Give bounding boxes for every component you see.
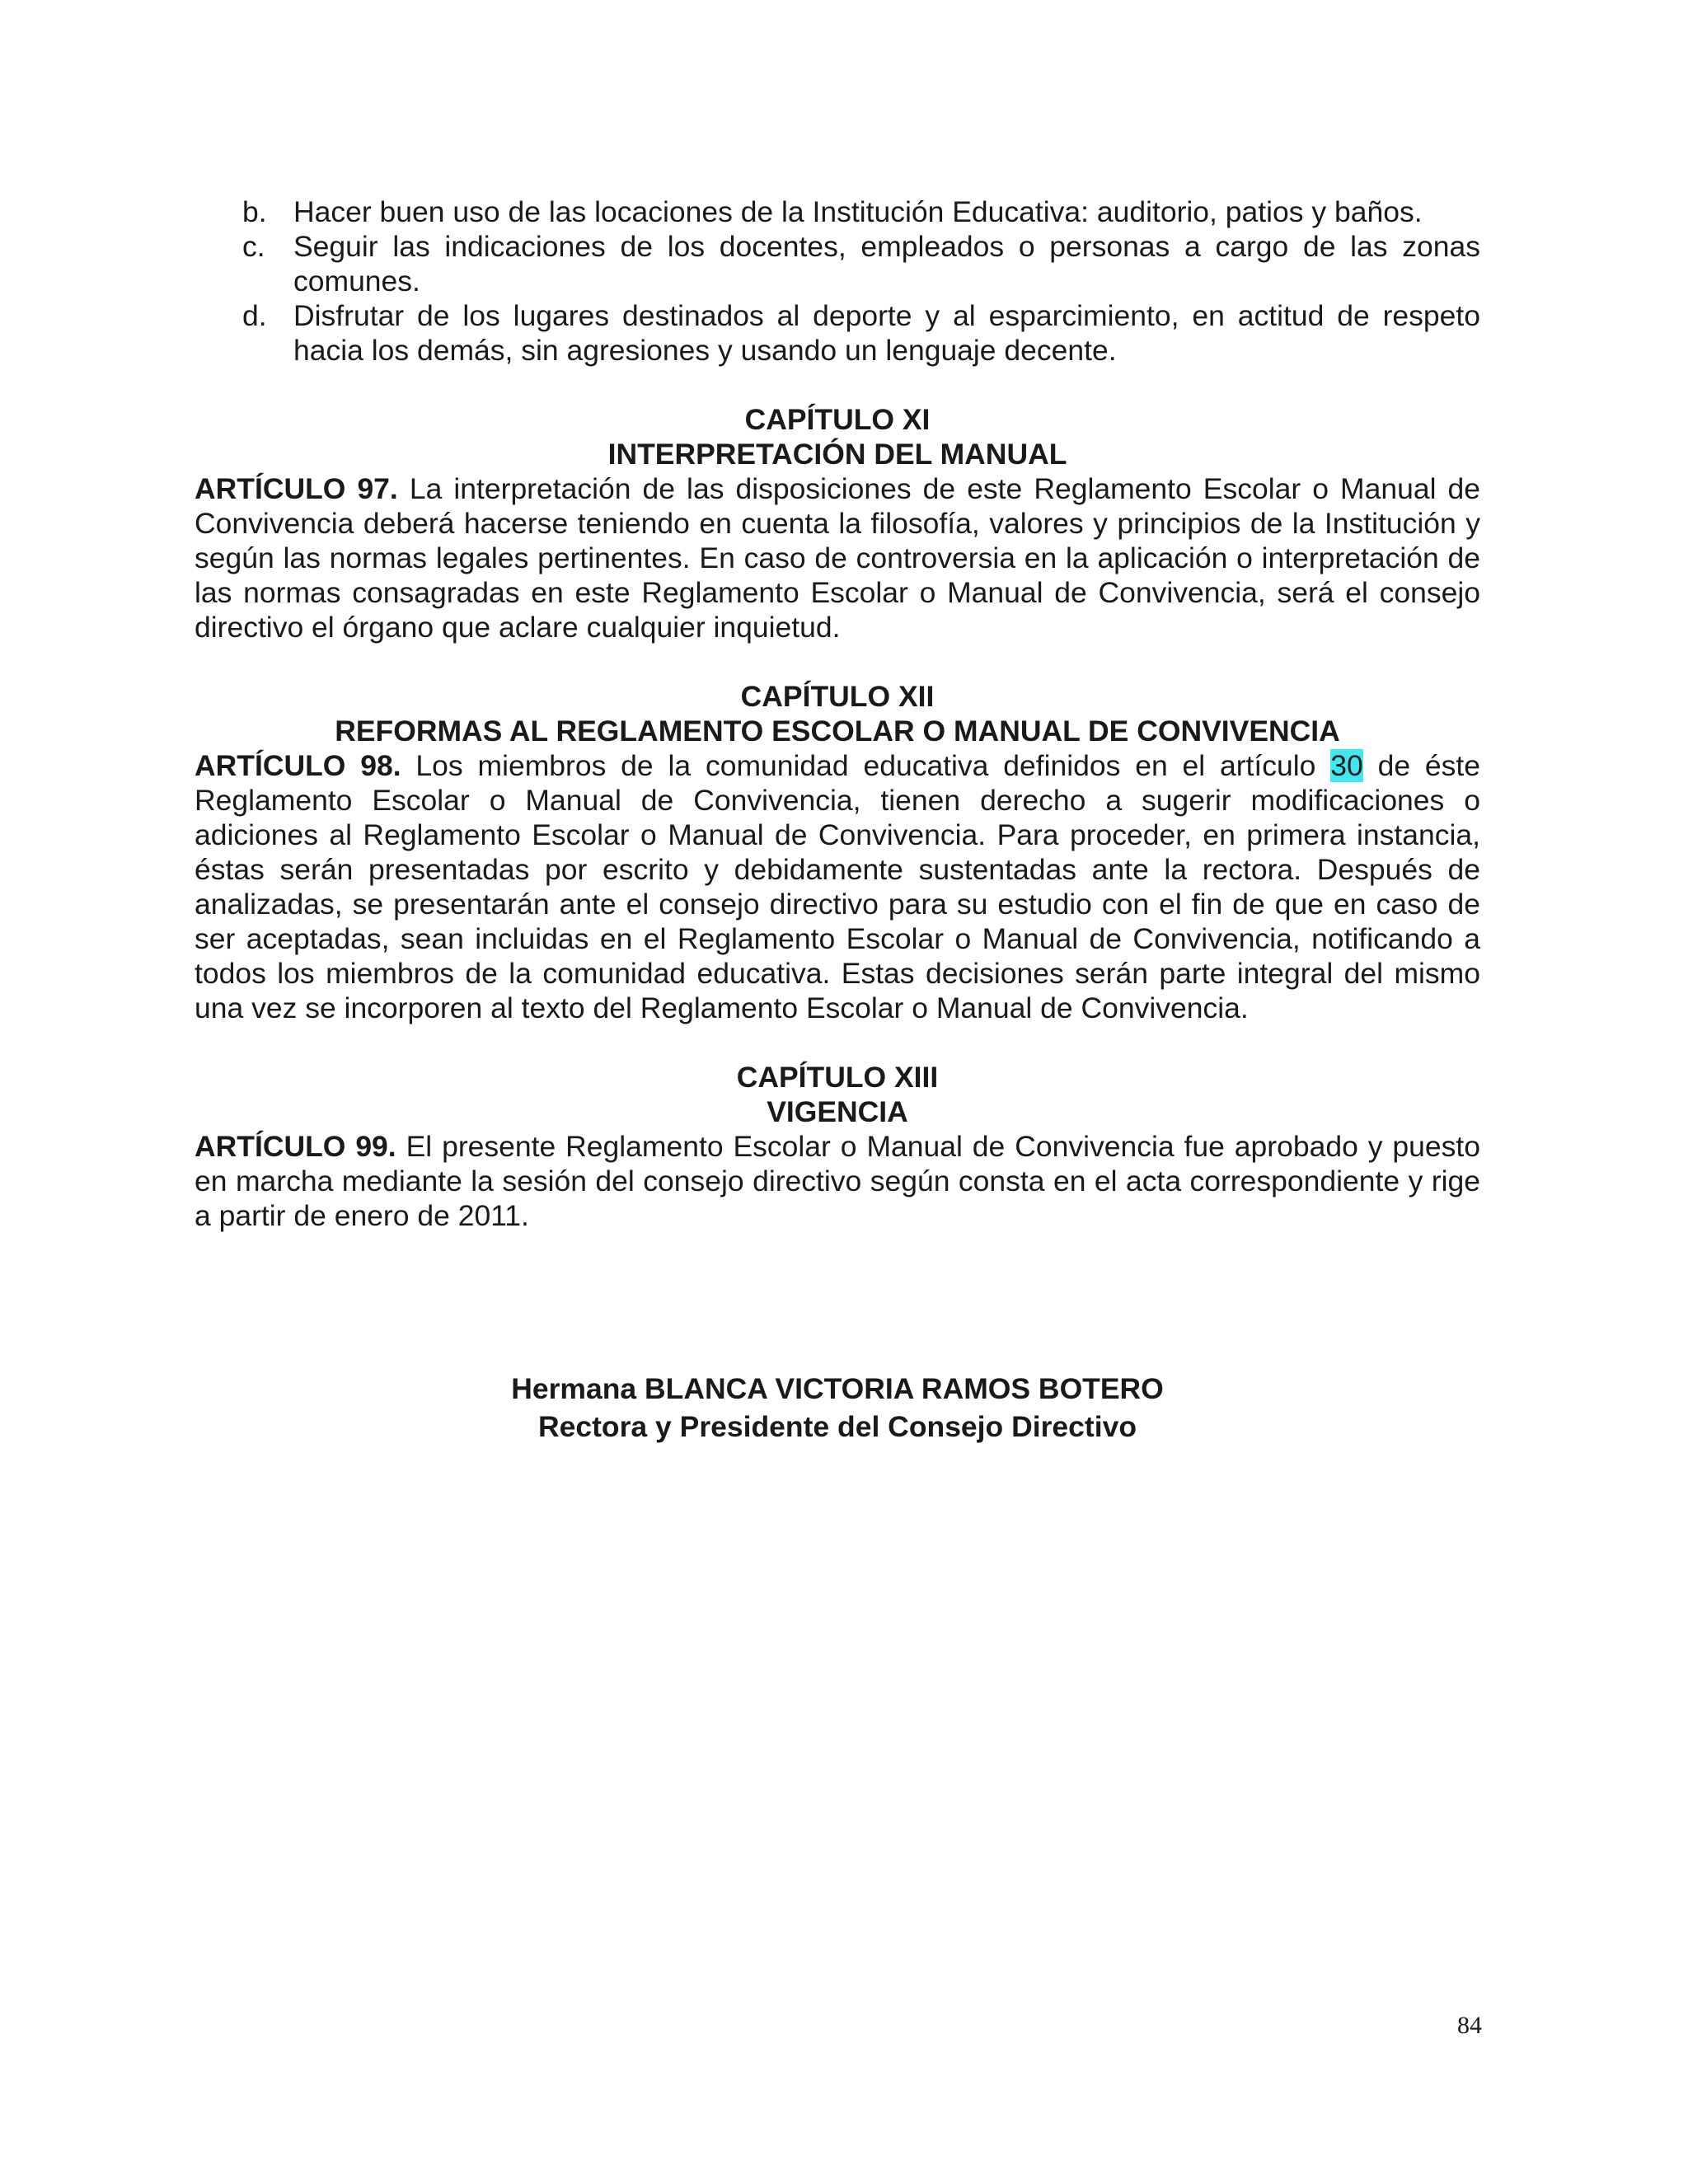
page-content xyxy=(195,194,1480,1233)
chapter-heading-12 xyxy=(195,679,1480,748)
chapter-title: VIGENCIA xyxy=(767,1095,908,1128)
norms-list xyxy=(195,194,1480,368)
chapter-number: CAPÍTULO XI xyxy=(744,403,931,436)
article-label: ARTÍCULO 99. xyxy=(195,1130,396,1163)
article-98 xyxy=(195,748,1480,1025)
list-item-text: Seguir las indicaciones de los docentes, empleados o personas a cargo de las zonas comunes. xyxy=(293,230,1480,298)
signature-name: Hermana BLANCA VICTORIA RAMOS BOTERO xyxy=(511,1372,1164,1405)
list-item xyxy=(195,298,1480,368)
list-item-text: Disfrutar de los lugares destinados al deporte y al esparcimiento, en actitud de respeto hacia los demás, sin agresiones y usando un lenguaje decente. xyxy=(293,299,1480,367)
article-text: El presente Reglamento Escolar o Manual de Convivencia fue aprobado y puesto en marcha mediante la sesión del consejo directivo según consta en el acta correspondiente y rige a partir de enero de 2011. xyxy=(195,1130,1480,1232)
article-label: ARTÍCULO 97. xyxy=(195,472,398,505)
chapter-number: CAPÍTULO XIII xyxy=(736,1061,939,1094)
page-number: 84 xyxy=(1457,2012,1482,2039)
article-99 xyxy=(195,1129,1480,1233)
chapter-title: INTERPRETACIÓN DEL MANUAL xyxy=(607,438,1067,471)
signature-block xyxy=(195,1370,1480,1446)
list-marker: b. xyxy=(242,195,267,228)
signature-role: Rectora y Presidente del Consejo Directivo xyxy=(537,1410,1137,1443)
chapter-heading-13 xyxy=(195,1060,1480,1129)
list-item-text: Hacer buen uso de las locaciones de la Institución Educativa: auditorio, patios y baños. xyxy=(293,195,1423,228)
article-text-after: de éste Reglamento Escolar o Manual de Convivencia, tienen derecho a sugerir modificaciones o adiciones al Reglamento Escolar o Manual de Convivencia. Para proceder, en primera instancia, éstas serán presentadas por escrito y debidamente sustentadas ante la rectora. Después de analizadas, se presentarán ante el consejo directivo para su estudio con el fin de que en caso de ser aceptadas, sean incluidas en el Reglamento Escolar o Manual de Convivencia, notificando a todos los miembros de la comunidad educativa. Estas decisiones serán parte integral del mismo una vez se incorporen al texto del Reglamento Escolar o Manual de Convivencia. xyxy=(195,749,1481,1024)
chapter-number: CAPÍTULO XII xyxy=(740,680,935,713)
chapter-heading-11 xyxy=(195,402,1480,471)
article-97 xyxy=(195,471,1480,644)
list-item xyxy=(195,229,1480,298)
chapter-title: REFORMAS AL REGLAMENTO ESCOLAR O MANUAL DE CONVIVENCIA xyxy=(335,715,1340,748)
list-marker: c. xyxy=(242,230,265,263)
list-marker: d. xyxy=(242,299,267,332)
list-item xyxy=(195,194,1480,229)
highlighted-reference: 30 xyxy=(1330,749,1363,782)
article-text: La interpretación de las disposiciones de este Reglamento Escolar o Manual de Convivencia deberá hacerse teniendo en cuenta la filosofía, valores y principios de la Institución y según las normas legales pertinentes. En caso de controversia en la aplicación o interpretación de las normas consagradas en este Reglamento Escolar o Manual de Convivencia, será el consejo directivo el órgano que aclare cualquier inquietud. xyxy=(195,472,1480,644)
article-text-before: Los miembros de la comunidad educativa definidos en el artículo xyxy=(401,749,1331,782)
article-label: ARTÍCULO 98. xyxy=(195,749,401,782)
